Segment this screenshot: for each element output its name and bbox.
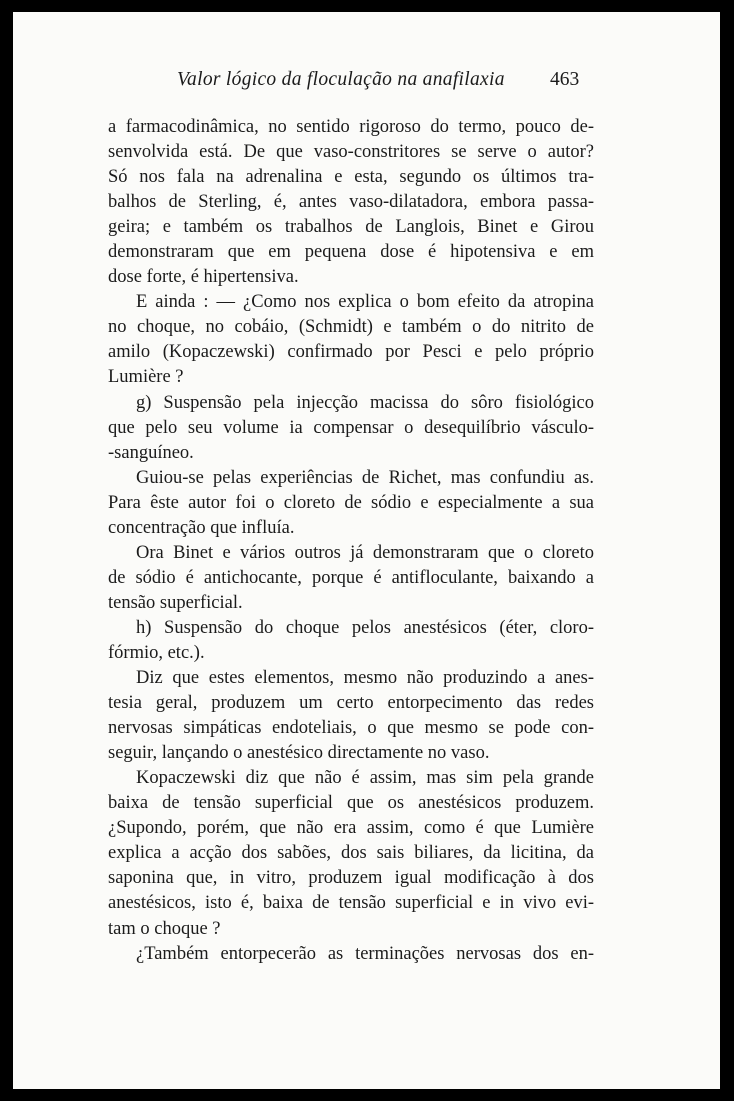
text-line: Para êste autor foi o cloreto de sódio e especialmente a sua <box>108 492 594 513</box>
text-line: senvolvida está. De que vaso-constritores se serve o autor? <box>108 142 594 163</box>
text-line: ¿Também entorpecerão as terminações nervosas dos en- <box>136 943 594 964</box>
text-line: Kopaczewski diz que não é assim, mas sim pela grande <box>136 768 594 789</box>
text-line: explica a acção dos sabões, dos sais biliares, da licitina, da <box>108 843 594 864</box>
text-line: g) Suspensão pela injecção macissa do sôro fisiológico <box>136 392 594 413</box>
text-line: nervosas simpáticas endoteliais, o que mesmo se pode con- <box>108 718 594 739</box>
text-line: tensão superficial. <box>108 592 243 613</box>
text-line: dose forte, é hipertensiva. <box>108 267 299 288</box>
text-line: Guiou-se pelas experiências de Richet, mas confundiu as. <box>136 467 594 488</box>
text-line: saponina que, in vitro, produzem igual modificação à dos <box>108 868 594 889</box>
book-page <box>13 12 720 1089</box>
text-line: ¿Supondo, porém, que não era assim, como é que Lumière <box>108 818 594 839</box>
body-text <box>108 115 594 967</box>
text-line: de sódio é antichocante, porque é antifloculante, baixando a <box>108 567 594 588</box>
text-line: tesia geral, produzem um certo entorpecimento das redes <box>108 693 594 714</box>
text-line: E ainda : — ¿Como nos explica o bom efeito da atropina <box>136 292 594 313</box>
text-line: Ora Binet e vários outros já demonstraram que o cloreto <box>136 542 594 563</box>
text-line: -sanguíneo. <box>108 442 194 463</box>
text-line: balhos de Sterling, é, antes vaso-dilatadora, embora passa- <box>108 192 594 213</box>
text-line: amilo (Kopaczewski) confirmado por Pesci e pelo próprio <box>108 342 594 363</box>
text-line: que pelo seu volume ia compensar o desequilíbrio vásculo- <box>108 417 594 438</box>
text-line: Só nos fala na adrenalina e esta, segundo os últimos tra- <box>108 167 594 188</box>
page-number: 463 <box>550 69 580 90</box>
text-line: fórmio, etc.). <box>108 642 205 663</box>
text-line: seguir, lançando o anestésico directamente no vaso. <box>108 743 490 764</box>
text-line: anestésicos, isto é, baixa de tensão superficial e in vivo evi- <box>108 893 594 914</box>
text-line: h) Suspensão do choque pelos anestésicos (éter, cloro- <box>136 617 594 638</box>
text-line: no choque, no cobáio, (Schmidt) e também o do nitrito de <box>108 317 594 338</box>
text-line: Lumière ? <box>108 367 184 388</box>
text-line: Diz que estes elementos, mesmo não produzindo a anes- <box>136 668 594 689</box>
page-header <box>13 69 720 99</box>
running-title: Valor lógico da floculação na anafilaxia <box>177 69 505 90</box>
text-line: geira; e também os trabalhos de Langlois, Binet e Girou <box>108 217 594 238</box>
text-line: baixa de tensão superficial que os anestésicos produzem. <box>108 793 594 814</box>
text-line: demonstraram que em pequena dose é hipotensiva e em <box>108 242 594 263</box>
text-line: tam o choque ? <box>108 918 221 939</box>
text-line: concentração que influía. <box>108 517 295 538</box>
text-line: a farmacodinâmica, no sentido rigoroso do termo, pouco de- <box>108 117 594 137</box>
